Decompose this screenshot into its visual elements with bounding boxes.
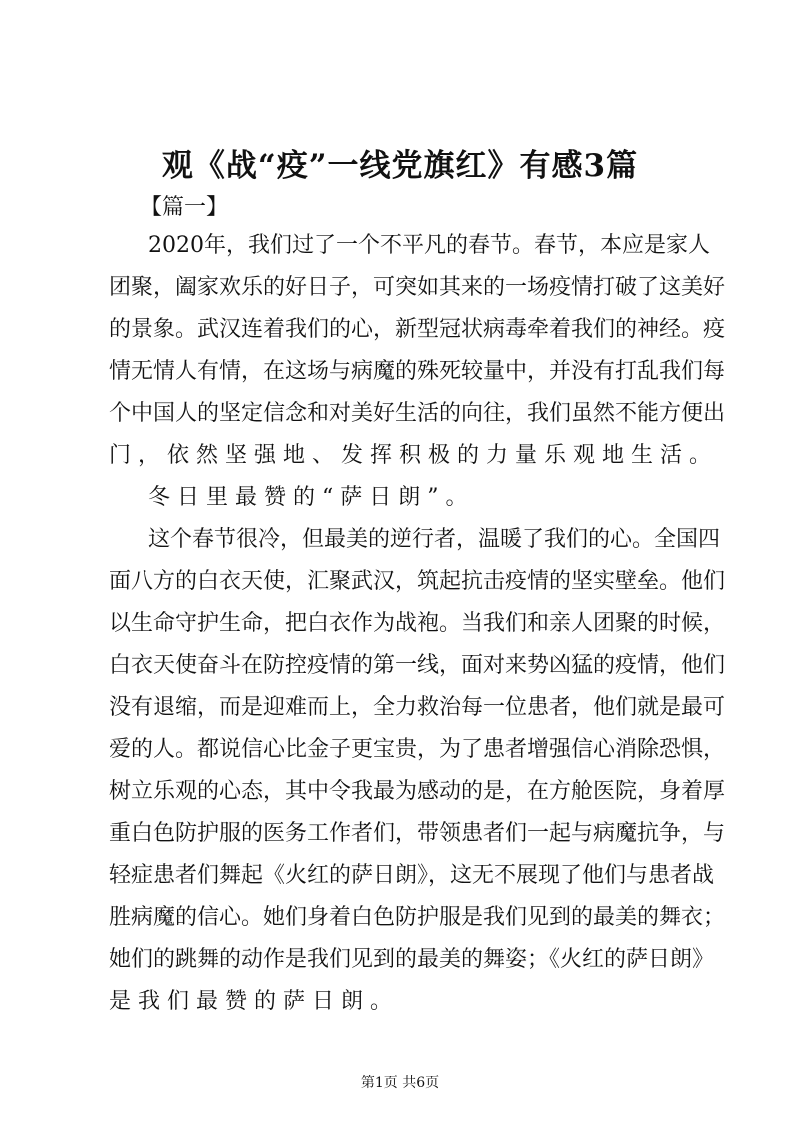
document-title: 观《战“疫”一线党旗红》有感3篇 xyxy=(161,148,639,184)
text-line: 爱的人。都说信心比金子更宝贵，为了患者增强信心消除恐惧， xyxy=(109,737,726,762)
page-footer: 第1页 共6页 xyxy=(360,1075,440,1091)
text-line: 门，依然坚强地、发挥积极的力量乐观地生活。 xyxy=(109,443,719,468)
text-line: 胜病魔的信心。她们身着白色防护服是我们见到的最美的舞衣； xyxy=(109,905,726,930)
text-line: 情无情人有情，在这场与病魔的殊死较量中，并没有打乱我们每 xyxy=(109,359,726,384)
text-line: 以生命守护生命，把白衣作为战袍。当我们和亲人团聚的时候， xyxy=(109,611,726,636)
text-line: 面八方的白衣天使，汇聚武汉，筑起抗击疫情的坚实壁垒。他们 xyxy=(109,569,726,594)
text-line: 团聚，阖家欢乐的好日子，可突如其来的一场疫情打破了这美好 xyxy=(109,275,726,300)
text-line: 白衣天使奋斗在防控疫情的第一线，面对来势凶猛的疫情，他们 xyxy=(109,653,726,678)
text-line: 的景象。武汉连着我们的心，新型冠状病毒牵着我们的神经。疫 xyxy=(109,317,726,342)
text-line: 她们的跳舞的动作是我们见到的最美的舞姿；《火红的萨日朗》 xyxy=(109,947,715,972)
text-line: 这个春节很冷，但最美的逆行者，温暖了我们的心。全国四 xyxy=(148,527,721,552)
text-line: 轻症患者们舞起《火红的萨日朗》，这无不展现了他们与患者战 xyxy=(109,863,715,888)
text-line: 没有退缩，而是迎难而上，全力救治每一位患者，他们就是最可 xyxy=(109,695,726,720)
text-line: 冬日里最赞的“萨日朗”。 xyxy=(148,485,475,510)
text-line: 个中国人的坚定信念和对美好生活的向往，我们虽然不能方便出 xyxy=(109,401,726,426)
section-heading: 【篇一】 xyxy=(140,195,229,220)
text-line: 是我们最赞的萨日朗。 xyxy=(109,989,400,1014)
text-line: 树立乐观的心态，其中令我最为感动的是，在方舱医院，身着厚 xyxy=(109,779,726,804)
text-line: 重白色防护服的医务工作者们，带领患者们一起与病魔抗争，与 xyxy=(109,821,726,846)
text-line: 2020年，我们过了一个不平凡的春节。春节，本应是家人 xyxy=(148,233,710,258)
